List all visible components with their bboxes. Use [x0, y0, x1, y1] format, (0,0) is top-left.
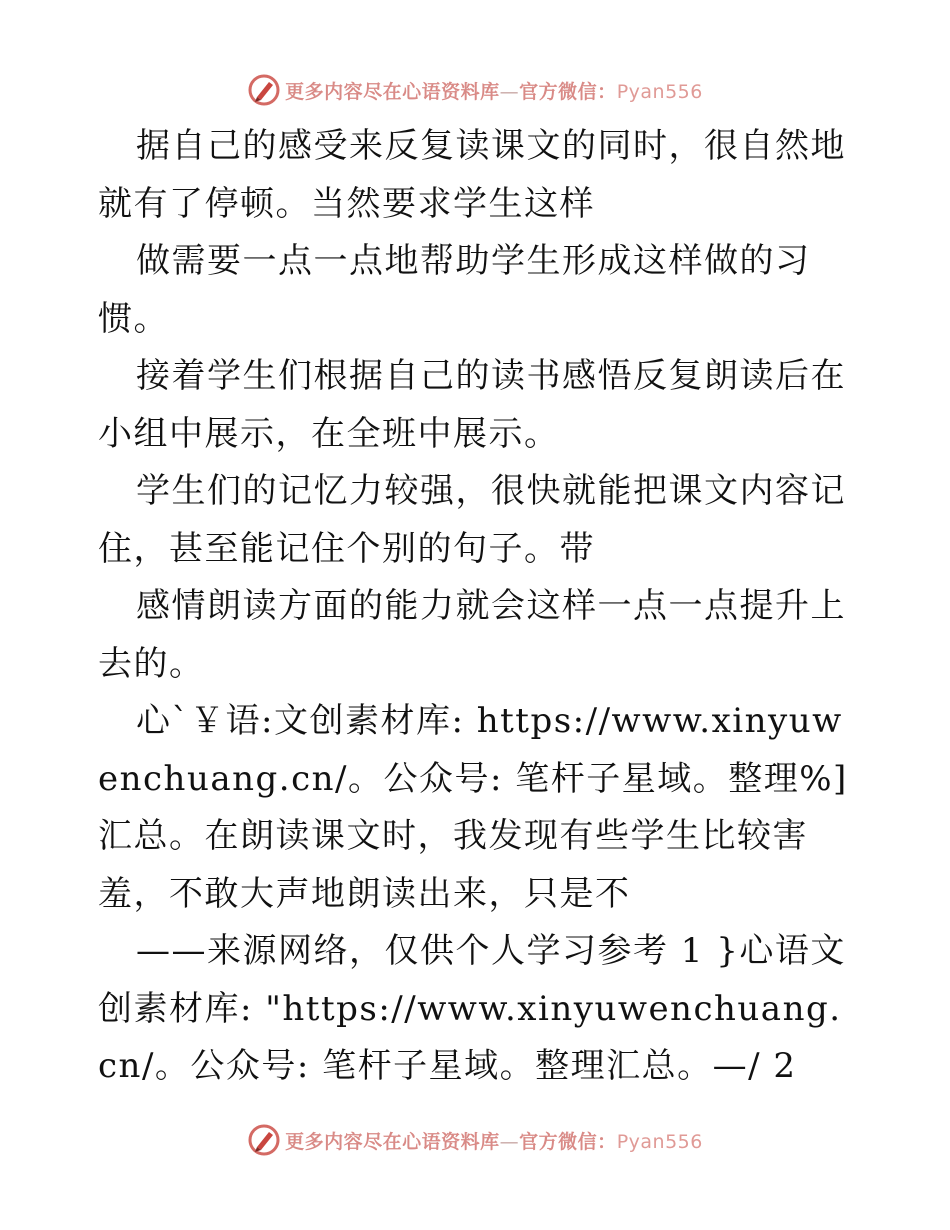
- pen-logo-icon: [247, 73, 281, 107]
- document-body: [98, 118, 858, 1096]
- paragraph: 心`￥语:文创素材库: https://www.xinyuwenchuang.cn/。公众号: 笔杆子星域。整理%]汇总。在朗读课文时，我发现有些学生比较害羞，不敢大声地朗读出来，只是不: [98, 701, 848, 914]
- paragraph: 接着学生们根据自己的读书感悟反复朗读后在小组中展示，在全班中展示。: [98, 356, 846, 454]
- banner-account-id: Pyan556: [616, 1130, 703, 1153]
- pen-logo-icon: [247, 1123, 281, 1157]
- paragraph: 感情朗读方面的能力就会这样一点一点提升上去的。: [98, 586, 846, 684]
- banner-main-text: 更多内容尽在心语资料库: [285, 1130, 500, 1153]
- banner-text: [285, 1127, 703, 1154]
- paragraph: 据自己的感受来反复读课文的同时，很自然地就有了停顿。当然要求学生这样: [98, 126, 846, 224]
- banner-separator: —: [499, 80, 520, 103]
- paragraph: 做需要一点一点地帮助学生形成这样做的习惯。: [98, 241, 811, 339]
- paragraph: ——来源网络，仅供个人学习参考 1 }心语文创素材库: "https://www.xinyuwenchuang.cn/。公众号: 笔杆子星域。整理汇总。—/ 2: [98, 931, 846, 1086]
- banner-text: [285, 77, 703, 104]
- banner-account-label: 官方微信：: [519, 80, 617, 103]
- banner-separator: —: [499, 1130, 520, 1153]
- banner-account-label: 官方微信：: [519, 1130, 617, 1153]
- footer-watermark-banner: [0, 1120, 950, 1160]
- paragraph: 学生们的记忆力较强，很快就能把课文内容记住，甚至能记住个别的句子。带: [98, 471, 846, 569]
- banner-main-text: 更多内容尽在心语资料库: [285, 80, 500, 103]
- header-watermark-banner: [0, 70, 950, 110]
- banner-account-id: Pyan556: [616, 80, 703, 103]
